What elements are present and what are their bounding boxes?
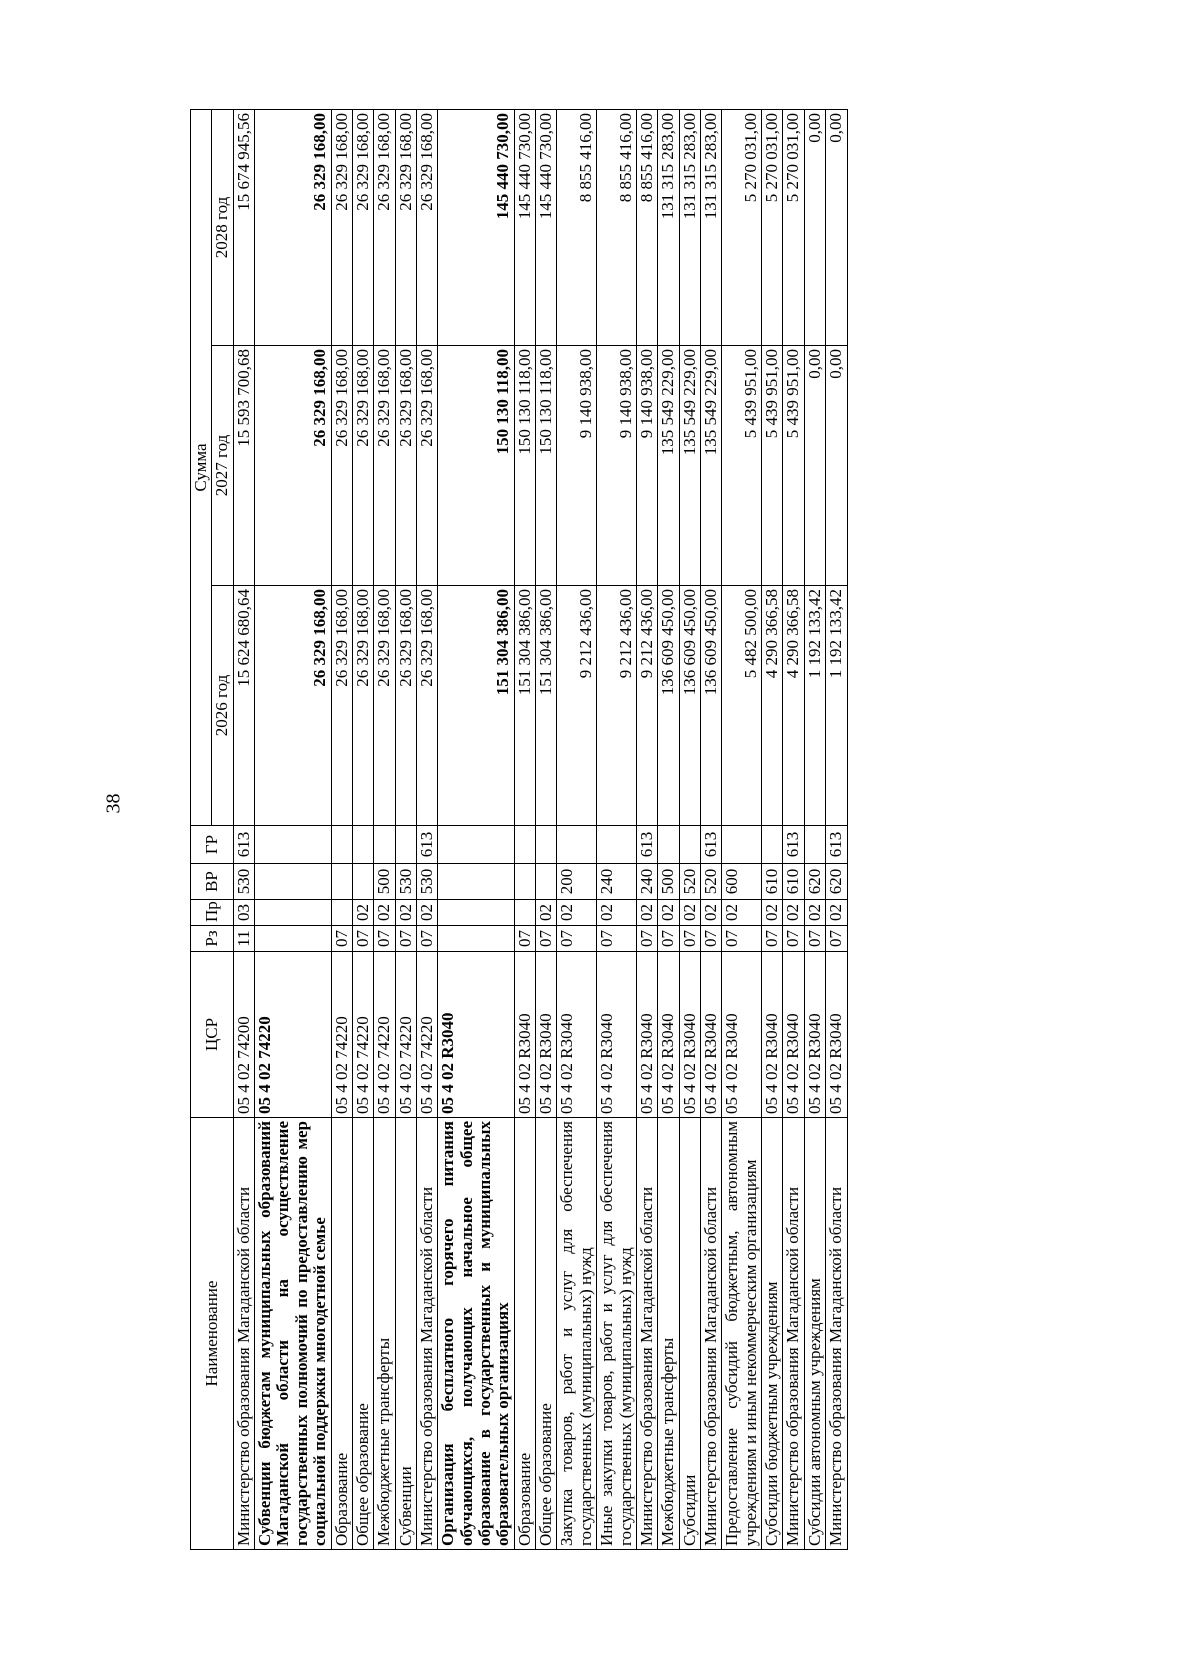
header-2026: 2026 год xyxy=(212,586,233,826)
row-rz xyxy=(438,926,514,952)
row-2027: 150 130 118,00 xyxy=(536,346,557,586)
row-2027: 9 140 938,00 xyxy=(636,346,657,586)
row-2027: 26 329 168,00 xyxy=(416,346,437,586)
row-name: Министерство образования Магаданской области xyxy=(233,1118,254,1550)
row-2028: 26 329 168,00 xyxy=(416,109,437,345)
row-2027: 150 130 118,00 xyxy=(514,346,535,586)
row-pr xyxy=(514,900,535,926)
row-2026: 151 304 386,00 xyxy=(536,586,557,826)
row-2027: 5 439 951,00 xyxy=(783,346,804,586)
row-name: Образование xyxy=(331,1118,352,1550)
table-row xyxy=(636,109,657,1549)
row-2027: 135 549 229,00 xyxy=(679,346,700,586)
row-2026: 9 212 436,00 xyxy=(557,586,597,826)
row-csr: 05 4 02 R3040 xyxy=(722,952,762,1118)
header-2027: 2027 год xyxy=(212,346,233,586)
row-name: Организация бесплатного горячего питания обучающихся, получающих начальное общее образование в государственных и муниципальных образовательных организациях xyxy=(438,1118,514,1550)
row-name: Субсидии xyxy=(679,1118,700,1550)
row-gr xyxy=(395,826,416,864)
row-vr: 500 xyxy=(374,864,395,900)
row-2026: 26 329 168,00 xyxy=(352,586,373,826)
row-rz: 07 xyxy=(783,926,804,952)
row-2026: 4 290 366,58 xyxy=(762,586,783,826)
row-gr xyxy=(331,826,352,864)
header-name: Наименование xyxy=(191,1118,234,1550)
row-rz: 07 xyxy=(352,926,373,952)
row-csr: 05 4 02 R3040 xyxy=(700,952,721,1118)
row-2028: 131 315 283,00 xyxy=(658,109,679,345)
row-pr: 02 xyxy=(658,900,679,926)
row-2026: 1 192 133,42 xyxy=(826,586,847,826)
row-rz: 07 xyxy=(636,926,657,952)
table-row xyxy=(826,109,847,1549)
row-2028: 8 855 416,00 xyxy=(557,109,597,345)
row-csr: 05 4 02 R3040 xyxy=(804,952,825,1118)
header-gr: ГР xyxy=(191,826,234,864)
row-2028: 15 674 945,56 xyxy=(233,109,254,345)
row-name: Субсидии автономным учреждениям xyxy=(804,1118,825,1550)
row-vr xyxy=(352,864,373,900)
row-2026: 26 329 168,00 xyxy=(331,586,352,826)
table-row xyxy=(700,109,721,1549)
row-2028: 26 329 168,00 xyxy=(395,109,416,345)
row-name: Межбюджетные трансферты xyxy=(658,1118,679,1550)
row-rz: 07 xyxy=(762,926,783,952)
row-2027: 9 140 938,00 xyxy=(557,346,597,586)
row-name: Иные закупки товаров, работ и услуг для обеспечения государственных (муниципальных) нужд xyxy=(597,1118,637,1550)
row-gr: 613 xyxy=(826,826,847,864)
row-rz: 07 xyxy=(514,926,535,952)
row-2027: 0,00 xyxy=(804,346,825,586)
row-2028: 5 270 031,00 xyxy=(762,109,783,345)
row-gr: 613 xyxy=(700,826,721,864)
row-2028: 131 315 283,00 xyxy=(700,109,721,345)
row-vr: 520 xyxy=(679,864,700,900)
row-rz: 07 xyxy=(395,926,416,952)
row-csr: 05 4 02 74200 xyxy=(233,952,254,1118)
row-csr: 05 4 02 74220 xyxy=(331,952,352,1118)
row-rz: 07 xyxy=(557,926,597,952)
row-2026: 151 304 386,00 xyxy=(514,586,535,826)
row-csr: 05 4 02 74220 xyxy=(374,952,395,1118)
row-gr xyxy=(255,826,331,864)
row-gr xyxy=(557,826,597,864)
row-2028: 8 855 416,00 xyxy=(597,109,637,345)
table-row xyxy=(395,109,416,1549)
row-2028: 5 270 031,00 xyxy=(722,109,762,345)
row-rz: 07 xyxy=(331,926,352,952)
row-2026: 26 329 168,00 xyxy=(416,586,437,826)
row-2027: 135 549 229,00 xyxy=(700,346,721,586)
row-rz: 11 xyxy=(233,926,254,952)
table-row xyxy=(438,109,514,1549)
row-2028: 26 329 168,00 xyxy=(374,109,395,345)
row-2028: 0,00 xyxy=(826,109,847,345)
row-pr: 02 xyxy=(636,900,657,926)
page-number: 38 xyxy=(102,793,125,814)
row-csr: 05 4 02 R3040 xyxy=(762,952,783,1118)
header-csr: ЦСР xyxy=(191,952,234,1118)
row-2027: 26 329 168,00 xyxy=(395,346,416,586)
row-vr: 600 xyxy=(722,864,762,900)
row-gr xyxy=(374,826,395,864)
row-name: Субвенции бюджетам муниципальных образований Магаданской области на осуществление государственных полномочий по предоставлению мер социальной поддержки многодетной семье xyxy=(255,1118,331,1550)
row-gr: 613 xyxy=(783,826,804,864)
row-vr: 240 xyxy=(636,864,657,900)
row-pr: 02 xyxy=(722,900,762,926)
row-vr xyxy=(536,864,557,900)
table-row xyxy=(762,109,783,1549)
row-2026: 26 329 168,00 xyxy=(255,586,331,826)
row-gr: 613 xyxy=(233,826,254,864)
row-pr: 02 xyxy=(826,900,847,926)
row-gr xyxy=(722,826,762,864)
row-2026: 136 609 450,00 xyxy=(700,586,721,826)
row-pr: 02 xyxy=(557,900,597,926)
rotated-table-container xyxy=(190,110,1010,1550)
row-pr: 02 xyxy=(762,900,783,926)
row-2028: 26 329 168,00 xyxy=(255,109,331,345)
row-2027: 9 140 938,00 xyxy=(597,346,637,586)
table-row xyxy=(679,109,700,1549)
row-vr: 520 xyxy=(700,864,721,900)
table-row xyxy=(374,109,395,1549)
table-row xyxy=(597,109,637,1549)
row-2027: 26 329 168,00 xyxy=(331,346,352,586)
row-2026: 15 624 680,64 xyxy=(233,586,254,826)
row-gr xyxy=(536,826,557,864)
table-row xyxy=(658,109,679,1549)
row-vr: 530 xyxy=(395,864,416,900)
row-2027: 150 130 118,00 xyxy=(438,346,514,586)
row-2026: 136 609 450,00 xyxy=(679,586,700,826)
row-rz: 07 xyxy=(679,926,700,952)
row-2028: 26 329 168,00 xyxy=(331,109,352,345)
row-rz: 07 xyxy=(700,926,721,952)
table-row xyxy=(255,109,331,1549)
row-name: Общее образование xyxy=(536,1118,557,1550)
row-2026: 1 192 133,42 xyxy=(804,586,825,826)
row-rz: 07 xyxy=(826,926,847,952)
row-rz: 07 xyxy=(804,926,825,952)
row-name: Министерство образования Магаданской области xyxy=(826,1118,847,1550)
row-2028: 131 315 283,00 xyxy=(679,109,700,345)
row-pr: 02 xyxy=(679,900,700,926)
row-gr: 613 xyxy=(416,826,437,864)
row-2027: 15 593 700,68 xyxy=(233,346,254,586)
row-csr: 05 4 02 R3040 xyxy=(826,952,847,1118)
row-gr xyxy=(438,826,514,864)
row-2028: 5 270 031,00 xyxy=(783,109,804,345)
row-gr xyxy=(352,826,373,864)
row-name: Общее образование xyxy=(352,1118,373,1550)
row-pr xyxy=(438,900,514,926)
row-pr: 02 xyxy=(700,900,721,926)
row-2026: 26 329 168,00 xyxy=(395,586,416,826)
table-row xyxy=(804,109,825,1549)
row-vr: 500 xyxy=(658,864,679,900)
row-rz: 07 xyxy=(722,926,762,952)
row-csr: 05 4 02 R3040 xyxy=(679,952,700,1118)
row-csr: 05 4 02 R3040 xyxy=(658,952,679,1118)
row-rz: 07 xyxy=(374,926,395,952)
row-vr xyxy=(438,864,514,900)
row-2027: 5 439 951,00 xyxy=(722,346,762,586)
row-pr xyxy=(255,900,331,926)
table-row xyxy=(514,109,535,1549)
row-vr: 530 xyxy=(416,864,437,900)
row-name: Образование xyxy=(514,1118,535,1550)
row-name: Министерство образования Магаданской области xyxy=(636,1118,657,1550)
row-2028: 8 855 416,00 xyxy=(636,109,657,345)
row-vr: 610 xyxy=(783,864,804,900)
row-2026: 4 290 366,58 xyxy=(783,586,804,826)
row-vr xyxy=(514,864,535,900)
row-rz: 07 xyxy=(658,926,679,952)
row-vr: 200 xyxy=(557,864,597,900)
row-gr xyxy=(597,826,637,864)
row-gr xyxy=(804,826,825,864)
header-rz: Рз xyxy=(191,926,234,952)
row-csr: 05 4 02 74220 xyxy=(416,952,437,1118)
row-2028: 0,00 xyxy=(804,109,825,345)
row-vr: 620 xyxy=(826,864,847,900)
row-2026: 5 482 500,00 xyxy=(722,586,762,826)
row-pr: 02 xyxy=(416,900,437,926)
table-row xyxy=(352,109,373,1549)
header-pr: Пр xyxy=(191,900,234,926)
row-csr: 05 4 02 R3040 xyxy=(783,952,804,1118)
header-vr: ВР xyxy=(191,864,234,900)
row-name: Закупка товаров, работ и услуг для обеспечения государственных (муниципальных) нужд xyxy=(557,1118,597,1550)
row-gr: 613 xyxy=(636,826,657,864)
row-csr: 05 4 02 R3040 xyxy=(557,952,597,1118)
row-pr xyxy=(331,900,352,926)
row-csr: 05 4 02 R3040 xyxy=(597,952,637,1118)
table-row xyxy=(233,109,254,1549)
row-csr: 05 4 02 74220 xyxy=(395,952,416,1118)
row-name: Субвенции xyxy=(395,1118,416,1550)
table-row xyxy=(536,109,557,1549)
row-2027: 0,00 xyxy=(826,346,847,586)
row-vr xyxy=(331,864,352,900)
row-vr: 620 xyxy=(804,864,825,900)
row-csr: 05 4 02 74220 xyxy=(352,952,373,1118)
header-row-1 xyxy=(191,109,212,1549)
row-2026: 26 329 168,00 xyxy=(374,586,395,826)
row-gr xyxy=(658,826,679,864)
row-2027: 5 439 951,00 xyxy=(762,346,783,586)
row-2027: 26 329 168,00 xyxy=(352,346,373,586)
row-vr: 610 xyxy=(762,864,783,900)
row-vr xyxy=(255,864,331,900)
row-pr: 02 xyxy=(783,900,804,926)
row-vr: 530 xyxy=(233,864,254,900)
header-sum: Сумма xyxy=(191,109,212,825)
row-csr: 05 4 02 R3040 xyxy=(536,952,557,1118)
row-csr: 05 4 02 R3040 xyxy=(438,952,514,1118)
row-pr: 02 xyxy=(395,900,416,926)
row-pr: 02 xyxy=(374,900,395,926)
table-row xyxy=(783,109,804,1549)
table-row xyxy=(722,109,762,1549)
row-name: Министерство образования Магаданской области xyxy=(416,1118,437,1550)
row-name: Министерство образования Магаданской области xyxy=(783,1118,804,1550)
row-rz xyxy=(255,926,331,952)
row-vr: 240 xyxy=(597,864,637,900)
table-row xyxy=(557,109,597,1549)
table-row xyxy=(416,109,437,1549)
row-csr: 05 4 02 74220 xyxy=(255,952,331,1118)
row-pr: 02 xyxy=(804,900,825,926)
row-pr: 02 xyxy=(536,900,557,926)
row-2026: 151 304 386,00 xyxy=(438,586,514,826)
row-csr: 05 4 02 R3040 xyxy=(514,952,535,1118)
row-pr: 03 xyxy=(233,900,254,926)
row-2028: 145 440 730,00 xyxy=(438,109,514,345)
row-2028: 145 440 730,00 xyxy=(536,109,557,345)
row-2028: 26 329 168,00 xyxy=(352,109,373,345)
row-2027: 26 329 168,00 xyxy=(255,346,331,586)
row-rz: 07 xyxy=(416,926,437,952)
table-row xyxy=(331,109,352,1549)
budget-table xyxy=(190,109,848,1550)
row-name: Министерство образования Магаданской области xyxy=(700,1118,721,1550)
header-2028: 2028 год xyxy=(212,109,233,345)
row-name: Межбюджетные трансферты xyxy=(374,1118,395,1550)
row-rz: 07 xyxy=(597,926,637,952)
row-gr xyxy=(514,826,535,864)
row-gr xyxy=(679,826,700,864)
row-rz: 07 xyxy=(536,926,557,952)
row-name: Субсидии бюджетным учреждениям xyxy=(762,1118,783,1550)
row-name: Предоставление субсидий бюджетным, автономным учреждениям и иным некоммерческим организациям xyxy=(722,1118,762,1550)
row-pr: 02 xyxy=(597,900,637,926)
row-2026: 9 212 436,00 xyxy=(636,586,657,826)
row-2026: 136 609 450,00 xyxy=(658,586,679,826)
row-2027: 26 329 168,00 xyxy=(374,346,395,586)
row-gr xyxy=(762,826,783,864)
row-csr: 05 4 02 R3040 xyxy=(636,952,657,1118)
row-2028: 145 440 730,00 xyxy=(514,109,535,345)
row-2026: 9 212 436,00 xyxy=(597,586,637,826)
row-pr: 02 xyxy=(352,900,373,926)
row-2027: 135 549 229,00 xyxy=(658,346,679,586)
